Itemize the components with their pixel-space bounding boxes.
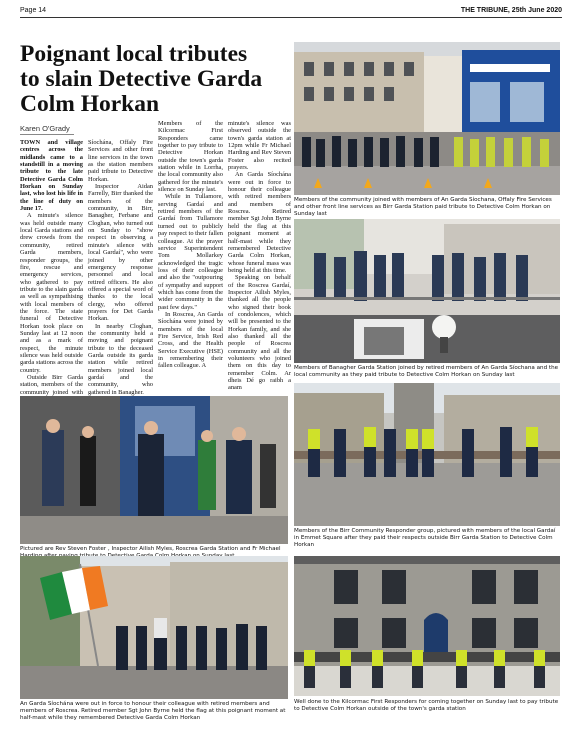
paragraph: An Garda Síochána were out in force to honour their colleague with retired members and members of Roscrea. Retired member Sgt John Byrne held the flag at this poignant moment at half-mast while they remembered Detective Garda Colm Horkan, whose funeral mass was being held at this time. xyxy=(228,171,291,274)
paragraph: Members of the Kilcormac First Responders came together to pay tribute to Detective Horkan outside the town's garda station while in Lorrha, the local community also gathered for the minute's silence on Sunday last. xyxy=(158,120,223,194)
paragraph: While in Tullamore, serving Gardaí and retired members of the Gardaí from Tullamore turned out to publicly pay respect to their fallen colleague. At the prayer service Superintendent Tom Mollarkey acknowledged the tragic loss of their colleague and also the "outpouring of sympathy and support which has come from the wider community in the past few days." xyxy=(158,193,223,311)
photo-flag-half-mast xyxy=(20,556,288,699)
paragraph: Outside Birr Garda station, members of the community joined with xyxy=(20,374,83,396)
paragraph: Speaking on behalf of the Roscrea Gardaí, Inspector Ailish Myles, thanked all the people who signed their book of condolences, which will be presented to the Horkan family, and she also thanked all the people of Roscrea community and all the volunteers who joined them on this day to remember Colm. Ar dheis Dé go raibh a anam xyxy=(228,274,291,392)
paragraph: minute's silence was observed outside the town's garda station at 12pm while Fr Michael Harding and Rev Steven Foster also recited prayers. xyxy=(228,120,291,172)
photo-kilcormac xyxy=(294,556,560,696)
paragraph: Inspector Aidan Farrelly, Birr thanked the members of the community, in Birr, Banagher, Ferbane and Cloghan, who turned out on Sunday to "show respect in observing a minute's silence with local Gardaí", who were joined by other emergency response personnel and local retired officers. He also offered a special word of thanks to the local clergy, who offered prayers for Det Garda Horkan. xyxy=(88,183,153,323)
article-column-4 xyxy=(228,120,291,392)
article-headline: Poignant local tributes to slain Detective Garda Colm Horkan xyxy=(20,41,263,117)
header-rule xyxy=(20,17,562,18)
paragraph: Síochána, Offaly Fire Services and other front line services in the town as the station members paid tribute to Detective Horkan. xyxy=(88,139,153,183)
paragraph: TOWN and village centres across the midlands came to a standstill in a moving tribute to the late Detective Garda Colm Horkan on Sunday last, who lost his life in the line of duty on June 17. xyxy=(20,139,83,213)
article-column-2 xyxy=(88,139,153,396)
page-number: Page 14 xyxy=(20,7,47,14)
paragraph: In nearby Cloghan, the community held a moving and poignant tribute to the deceased Garda outside its garda station while retired members joined local gardaí and the community, who gathered in Banagher. xyxy=(88,322,153,396)
caption-roscrea: Pictured are Rev Steven Foster , Inspector Ailish Myles, Roscrea Garda Station and Fr Michael xyxy=(20,546,281,552)
photo-banagher xyxy=(294,219,560,363)
article-column-3 xyxy=(158,120,223,370)
photo-responder-group xyxy=(294,383,560,526)
caption-birr: Members of the community joined with members of An Garda Síochana, Offaly Fire Services and other front line services as Birr Garda Station paid tribute to Detective Colm Horkan on Sunday last xyxy=(294,197,552,218)
paragraph: In Roscrea, An Garda Síochána were joined by members of the local Fire Service, Irish Red Cross, and the Health Service Executive (HSE) in remembering their fallen colleague. A xyxy=(158,310,223,370)
article-column-1 xyxy=(20,139,83,403)
photo-birr-garda-station xyxy=(294,42,560,195)
paragraph: A minute's silence was held outside many local Garda stations and drew crowds from the community, retired Garda members, responder groups, the fire, rescue and emergency services, who gathered to pay tribute to the slain garda as well as sympathising with local members of the force. The state funeral of Detective Horkan took place on Sunday last at 12 noon and as a mark of respect, the minute silence was held outside garda stations across the country. xyxy=(20,212,83,374)
caption-flag: An Garda Síochána were out in force to honour their colleague with retired members and members of Roscrea. Retired member Sgt John Byrne held the flag at this poignant moment at half-mast while they remembered Detective Garda Colm Horkan xyxy=(20,701,286,722)
byline: Karen O'Grady xyxy=(20,124,70,133)
photo-roscrea xyxy=(20,396,288,544)
byline-rule xyxy=(20,134,74,135)
caption-kilcormac: Well done to the Kilcormac First Responders for coming together on Sunday last to pay tribute to Detective Colm Horkan outside of the town's garda station xyxy=(294,699,559,713)
masthead: THE TRIBUNE, 25th June 2020 xyxy=(460,7,562,14)
caption-banagher: Members of Banagher Garda Station joined by retired members of An Garda Síochana and the local community as they paid tribute to Detective Colm Horkan on Sunday last xyxy=(294,365,559,379)
caption-responder-group: Members of the Birr Community Responder group, pictured with members of the local Gardaí in Emmet Square after they paid their respects outside Birr Garda Station to Detective Colm Horkan xyxy=(294,528,556,549)
